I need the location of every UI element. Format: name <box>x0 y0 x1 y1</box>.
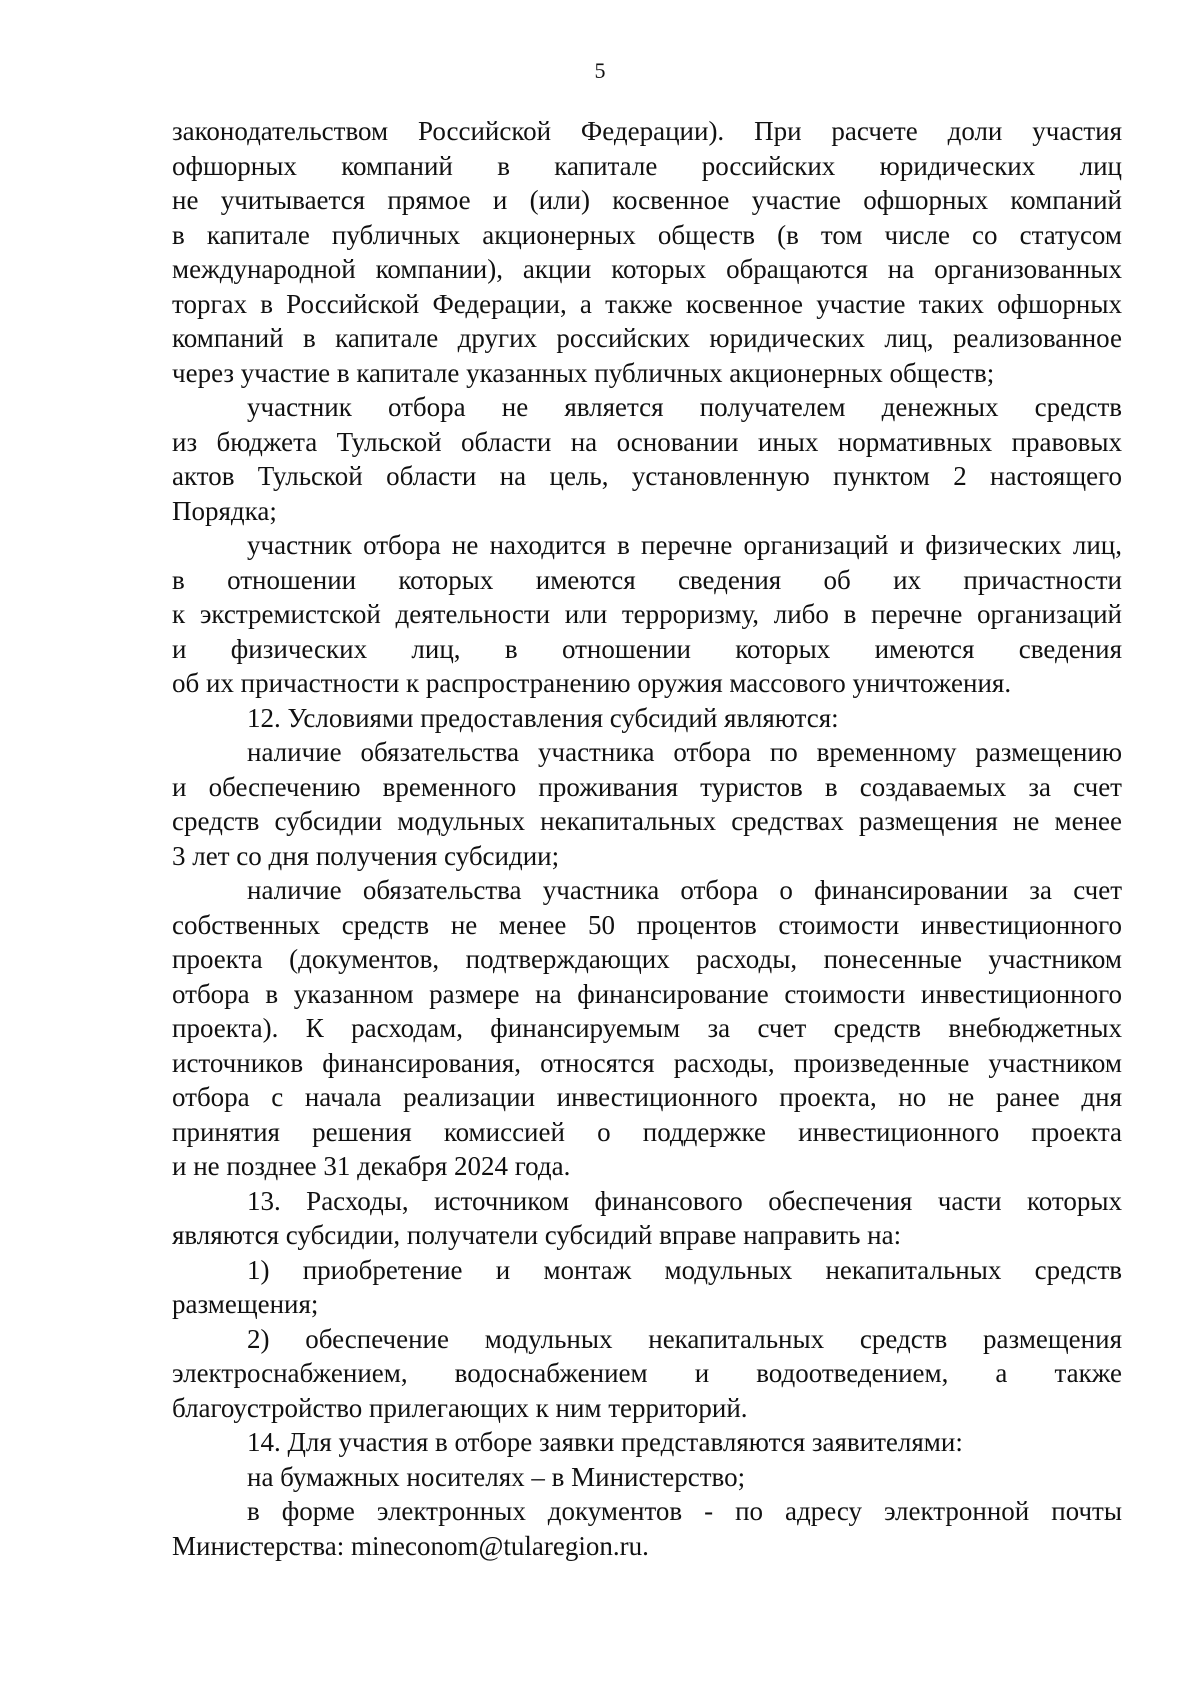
text-line: Министерства: mineconom@tularegion.ru. <box>172 1530 649 1561</box>
text-line: в отношении которых имеются сведения об их причастности <box>172 564 1122 595</box>
text-line: торгах в Российской Федерации, а также косвенное участие таких офшорных <box>172 288 1122 319</box>
text-line: из бюджета Тульской области на основании иных нормативных правовых <box>172 426 1122 457</box>
text-line: 13. Расходы, источником финансового обеспечения части которых <box>247 1185 1122 1216</box>
text-line: принятия решения комиссией о поддержке инвестиционного проекта <box>172 1116 1122 1147</box>
page-number: 5 <box>594 58 606 83</box>
text-line: актов Тульской области на цель, установленную пунктом 2 настоящего <box>172 461 1122 491</box>
text-line: не учитывается прямое и (или) косвенное участие офшорных компаний <box>172 185 1122 215</box>
text-line: 2) обеспечение модульных некапитальных средств размещения <box>247 1323 1122 1354</box>
text-line: отбора в указанном размере на финансирование стоимости инвестиционного <box>172 978 1122 1009</box>
text-line: источников финансирования, относятся расходы, произведенные участником <box>172 1047 1122 1078</box>
text-line: средств субсидии модульных некапитальных средствах размещения не менее <box>172 806 1122 836</box>
text-line: собственных средств не менее 50 процентов стоимости инвестиционного <box>172 909 1122 940</box>
text-line: участник отбора не является получателем денежных средств <box>247 392 1122 422</box>
text-line: являются субсидии, получатели субсидий вправе направить на: <box>172 1220 902 1250</box>
text-line: проекта). К расходам, финансируемым за счет средств внебюджетных <box>172 1013 1122 1043</box>
text-line: проекта (документов, подтверждающих расходы, понесенные участником <box>172 944 1122 974</box>
text-line: законодательством Российской Федерации). При расчете доли участия <box>172 116 1122 146</box>
text-line: офшорных компаний в капитале российских юридических лиц <box>172 150 1122 181</box>
text-line: и обеспечению временного проживания туристов в создаваемых за счет <box>172 771 1122 802</box>
text-line: международной компании), акции которых обращаются на организованных <box>172 254 1122 284</box>
text-line: наличие обязательства участника отбора о финансировании за счет <box>247 875 1122 905</box>
text-line: через участие в капитале указанных публичных акционерных обществ; <box>172 357 995 388</box>
text-line: компаний в капитале других российских юридических лиц, реализованное <box>172 323 1122 353</box>
text-line: и не позднее 31 декабря 2024 года. <box>172 1151 571 1181</box>
text-line: размещения; <box>172 1289 319 1319</box>
text-line: наличие обязательства участника отбора по временному размещению <box>247 737 1122 767</box>
text-line: и физических лиц, в отношении которых имеются сведения <box>172 633 1122 664</box>
text-line: на бумажных носителях – в Министерство; <box>247 1461 746 1492</box>
text-line: участник отбора не находится в перечне организаций и физических лиц, <box>247 530 1122 560</box>
text-line: в форме электронных документов - по адресу электронной почты <box>247 1496 1122 1526</box>
text-line: 12. Условиями предоставления субсидий являются: <box>247 702 839 733</box>
text-line: 14. Для участия в отборе заявки представляются заявителями: <box>247 1427 963 1457</box>
text-line: 3 лет со дня получения субсидии; <box>172 840 560 871</box>
document-body <box>172 114 1122 1563</box>
text-line: в капитале публичных акционерных обществ (в том числе со статусом <box>172 219 1122 250</box>
text-line: об их причастности к распространению оружия массового уничтожения. <box>172 668 1012 698</box>
text-line: 1) приобретение и монтаж модульных некапитальных средств <box>247 1254 1122 1285</box>
text-line: благоустройство прилегающих к ним территорий. <box>172 1392 748 1423</box>
text-line: к экстремистской деятельности или терроризму, либо в перечне организаций <box>172 599 1122 629</box>
text-line: Порядка; <box>172 495 277 526</box>
text-line: электроснабжением, водоснабжением и водоотведением, а также <box>172 1358 1122 1388</box>
text-line: отбора с начала реализации инвестиционного проекта, но не ранее дня <box>172 1082 1122 1112</box>
